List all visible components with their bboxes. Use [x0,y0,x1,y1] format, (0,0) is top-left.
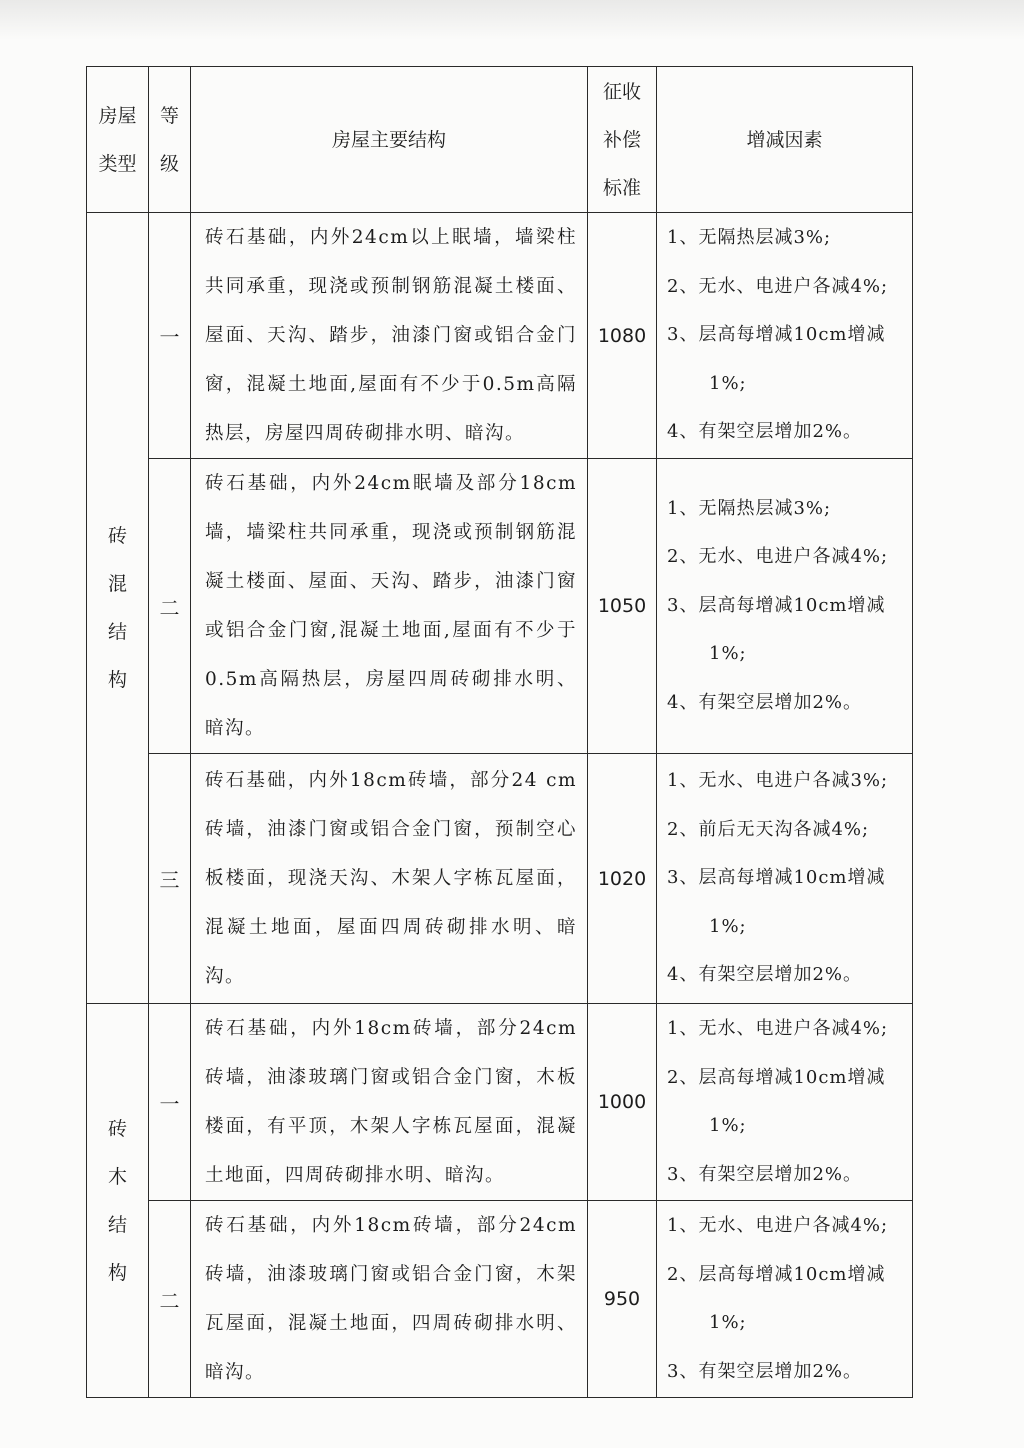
grade-cell: 二 [149,459,191,754]
factor-line: 1%; [709,915,747,937]
table-row [87,754,913,1004]
standard-cell: 1080 [588,213,657,459]
house-type-char: 木 [107,1165,127,1188]
standard-cell: 1050 [588,459,657,754]
house-type-char: 结 [107,1213,127,1236]
factors-cell [657,1004,913,1201]
factor-line: 1%; [709,1312,747,1333]
header-standard [588,67,657,213]
header-grade [149,67,191,213]
factor-line: 1、无水、电进户各减3%; [667,770,889,792]
factor-line: 3、有架空层增加2%。 [667,1163,863,1185]
header-house-type [87,67,149,213]
factor-line: 1%; [709,372,747,394]
standard-cell: 1020 [588,754,657,1004]
factor-line: 1、无水、电进户各减4%; [667,1215,889,1236]
factors-cell [657,754,913,1004]
factor-line: 1%; [709,643,747,665]
factor-line: 1、无隔热层减3%; [667,227,832,249]
factor-line: 3、层高每增减10cm增减 [667,324,886,346]
house-type-brick-wood [87,1004,149,1398]
factors-cell [657,213,913,459]
header-standard-line: 征收 [602,80,641,103]
structure-cell: 砖石基础，内外24cm眠墙及部分18cm墙，墙梁柱共同承重，现浇或预制钢筋混凝土楼面、屋面、天沟、踏步，油漆门窗或铝合金门窗,混凝土地面,屋面有不少于0.5m高隔热层，房屋四周砖砌排水明、暗沟。 [191,459,588,754]
house-type-char: 砖 [107,1117,127,1140]
house-type-char: 构 [107,669,127,691]
factors-cell [657,1201,913,1398]
factor-line: 4、有架空层增加2%。 [667,964,863,986]
standard-cell: 1000 [588,1004,657,1201]
factor-line: 4、有架空层增加2%。 [667,691,863,713]
header-standard-line: 标准 [602,176,641,199]
scan-top-shade [0,0,1024,40]
header-factors: 增减因素 [657,67,913,213]
factors-cell [657,459,913,754]
factor-line: 2、层高每增减10cm增减 [667,1066,886,1088]
grade-cell: 一 [149,213,191,459]
factor-line: 1、无隔热层减3%; [667,497,832,519]
table-row [87,1004,913,1201]
standard-cell: 950 [588,1201,657,1398]
header-house-type-line: 房屋 [98,104,137,127]
header-grade-line: 级 [159,152,179,175]
header-structure: 房屋主要结构 [191,67,588,213]
house-type-brick-concrete [87,213,149,1004]
structure-cell: 砖石基础，内外18cm砖墙，部分24cm砖墙，油漆玻璃门窗或铝合金门窗，木架瓦屋面，混凝土地面，四周砖砌排水明、暗沟。 [191,1201,588,1398]
factor-line: 2、无水、电进户各减4%; [667,275,889,297]
header-standard-line: 补偿 [602,128,641,151]
grade-cell: 三 [149,754,191,1004]
compensation-standard-table [86,66,913,1398]
structure-cell: 砖石基础，内外24cm以上眠墙，墙梁柱共同承重，现浇或预制钢筋混凝土楼面、屋面、天沟、踏步，油漆门窗或铝合金门窗，混凝土地面,屋面有不少于0.5m高隔热层，房屋四周砖砌排水明、暗沟。 [191,213,588,459]
factor-line: 1、无水、电进户各减4%; [667,1018,889,1039]
table-row [87,1201,913,1398]
house-type-char: 结 [107,621,127,643]
factor-line: 2、无水、电进户各减4%; [667,546,889,568]
header-grade-line: 等 [159,104,179,127]
house-type-char: 构 [107,1261,127,1284]
table-row [87,213,913,459]
grade-cell: 二 [149,1201,191,1398]
house-type-char: 混 [107,573,127,595]
factor-line: 1%; [709,1115,747,1136]
house-type-char: 砖 [107,525,127,547]
factor-line: 4、有架空层增加2%。 [667,421,863,443]
factor-line: 3、层高每增减10cm增减 [667,594,886,616]
header-row [87,67,913,213]
factor-line: 3、有架空层增加2%。 [667,1360,863,1382]
header-house-type-line: 类型 [98,152,137,175]
factor-line: 3、层高每增减10cm增减 [667,867,886,889]
grade-cell: 一 [149,1004,191,1201]
table-row [87,459,913,754]
factor-line: 2、前后无天沟各减4%; [667,818,870,840]
structure-cell: 砖石基础，内外18cm砖墙，部分24cm砖墙，油漆玻璃门窗或铝合金门窗，木板楼面，有平顶，木架人字栋瓦屋面，混凝土地面，四周砖砌排水明、暗沟。 [191,1004,588,1201]
structure-cell: 砖石基础，内外18cm砖墙，部分24 cm砖墙，油漆门窗或铝合金门窗，预制空心板楼面，现浇天沟、木架人字栋瓦屋面，混凝土地面，屋面四周砖砌排水明、暗沟。 [191,754,588,1004]
factor-line: 2、层高每增减10cm增减 [667,1263,886,1285]
